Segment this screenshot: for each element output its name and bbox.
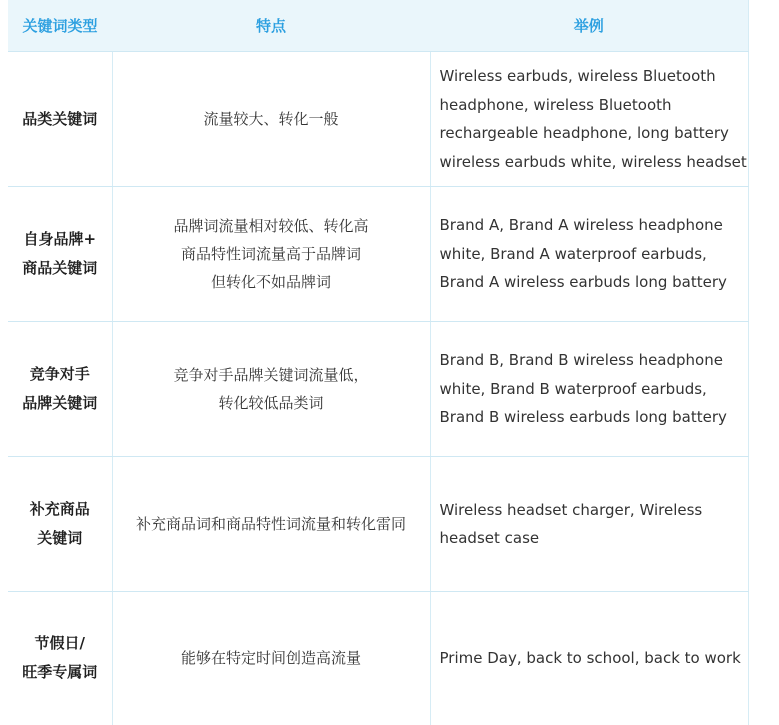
keyword-types-table <box>8 0 749 725</box>
example-text: headset case <box>439 529 540 547</box>
example-text: Brand A wireless earbuds long battery <box>439 273 727 292</box>
table-row-seasonal-keywords <box>8 592 748 725</box>
keyword-type-cell <box>8 592 112 725</box>
example-cell <box>430 592 748 725</box>
keyword-type-text: 品牌关键词 <box>22 394 98 412</box>
header-row <box>8 0 748 52</box>
example-text: headphone, wireless Bluetooth <box>439 95 672 114</box>
table-row-own-brand-keywords <box>8 187 748 322</box>
keyword-type-text: 品类关键词 <box>22 109 98 128</box>
keyword-type-text: 补充商品 <box>29 500 90 518</box>
keyword-type-text: 关键词 <box>37 529 83 547</box>
keyword-type-cell <box>8 187 112 322</box>
feature-text: 能够在特定时间创造高流量 <box>180 649 361 668</box>
header-features: 特点 <box>112 0 430 52</box>
header-keyword-type: 关键词类型 <box>8 0 112 52</box>
example-text: Brand B, Brand B wireless headphone <box>439 351 723 370</box>
table-header <box>8 0 748 52</box>
feature-cell <box>112 592 430 725</box>
example-cell <box>430 322 748 457</box>
keyword-type-cell <box>8 322 112 457</box>
example-text: Brand B wireless earbuds long battery <box>439 408 727 427</box>
feature-cell <box>112 457 430 592</box>
keyword-type-cell <box>8 52 112 187</box>
keyword-type-text: 商品关键词 <box>22 259 98 277</box>
example-text: wireless earbuds white, wireless headset <box>439 152 747 171</box>
feature-text: 转化较低品类词 <box>218 394 324 412</box>
feature-text: 流量较大、转化一般 <box>203 110 339 128</box>
example-text: rechargeable headphone, long battery <box>439 124 729 142</box>
example-text: white, Brand A waterproof earbuds, <box>439 244 707 263</box>
feature-text: 补充商品词和商品特性词流量和转化雷同 <box>135 515 406 533</box>
keyword-type-text: 节假日/ <box>34 634 85 653</box>
header-examples: 举例 <box>430 0 748 52</box>
example-cell <box>430 187 748 322</box>
keyword-type-text: 自身品牌+ <box>23 230 97 248</box>
feature-cell <box>112 322 430 457</box>
example-text: Brand A, Brand A wireless headphone <box>439 216 723 235</box>
feature-cell <box>112 52 430 187</box>
table-row-category-keywords <box>8 52 748 187</box>
table-body <box>8 52 748 725</box>
keyword-type-text: 竞争对手 <box>29 365 90 383</box>
example-cell <box>430 52 748 187</box>
feature-cell <box>112 187 430 322</box>
feature-text: 商品特性词流量高于品牌词 <box>180 245 361 263</box>
table-row-competitor-brand-keywords <box>8 322 748 457</box>
example-cell <box>430 457 748 592</box>
feature-text: 但转化不如品牌词 <box>210 273 331 291</box>
feature-text: 竞争对手品牌关键词流量低， <box>173 366 369 384</box>
example-text: Wireless headset charger, Wireless <box>439 500 703 519</box>
example-text: Wireless earbuds, wireless Bluetooth <box>439 67 716 85</box>
keyword-type-text: 旺季专属词 <box>22 663 98 682</box>
keyword-type-cell <box>8 457 112 592</box>
table-row-supplementary-keywords <box>8 457 748 592</box>
example-text: Prime Day, back to school, back to work <box>439 649 741 667</box>
feature-text: 品牌词流量相对较低、转化高 <box>173 217 369 235</box>
example-text: white, Brand B waterproof earbuds, <box>439 379 707 398</box>
